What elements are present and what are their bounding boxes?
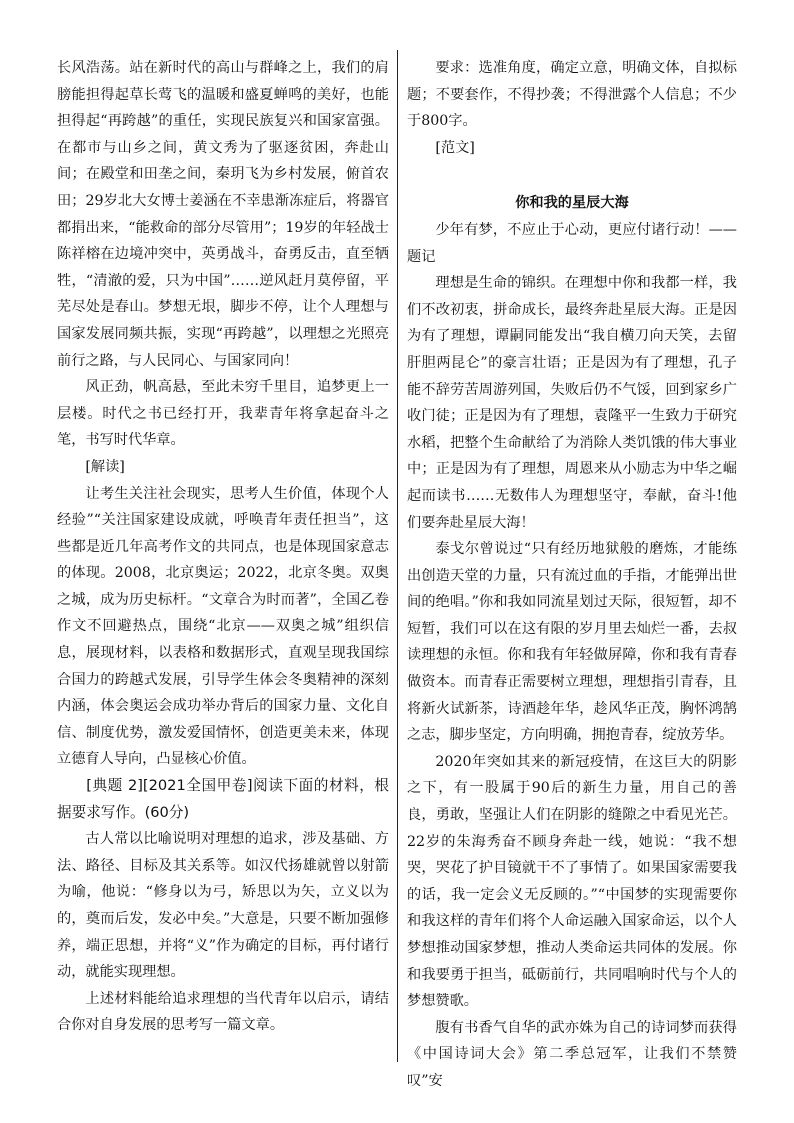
paragraph: 理想是生命的锦织。在理想中你和我都一样，我们不改初衷，拼命成长，最终奔赴星辰大海。正是因为有了理想，谭嗣同能发出“我自横刀向天笑，去留肝胆两昆仑”的豪言壮语；正是因为有了理想，孔子能不辞劳苦周游列国，失败后仍不气馁，回到家乡广收门徒；正是因为有了理想，袁隆平一生致力于研究水稻，把整个生命献给了为消除人类饥饿的伟大事业中；正是因为有了理想，周恩来从小励志为中华之崛起而读书……无数伟人为理想坚守，奉献，奋斗!他们要奔赴星辰大海！ (407, 275, 737, 531)
example-question-heading: [典题 2][2021全国甲卷]阅读下面的材料，根据要求写作。(60分) (57, 777, 389, 821)
essay-title: 你和我的星辰大海 (515, 195, 629, 212)
right-column (407, 55, 737, 1095)
paragraph: 让考生关注社会现实，思考人生价值，体现个人经验”“关注国家建设成就，呼唤青年责任担当”，这些都是近几年高考作文的共同点，也是体现国家意志的体现。2008，北京奥运；2022，北京冬奥。双奥之城，成为历史标杆。“文章合为时而著”，全国乙卷作文不回避热点，围绕“北京——双奥之城”组织信息，展现材料，以表格和数据形式，直观呈现我国综合国力的跨越式发展，引导学生体会冬奥精神的深刻内涵，体会奥运会成功举办背后的国家力量、文化自信、制度优势，激发爱国情怀，创造更美未来，体现立德育人导向，凸显核心价值。 (57, 485, 389, 768)
spacer (407, 161, 737, 188)
paragraph: 2020年突如其来的新冠疫情，在这巨大的阴影之下，有一股属于90后的新生力量，用自己的善良，勇敢，坚强让人们在阴影的缝隙之中看见光芒。22岁的朱海秀奋不顾身奔赴一线，她说：“我不想哭，哭花了护目镜就干不了事情了。如果国家需要我的话，我一定会义无反顾的。”“中国梦的实现需要你和我这样的青年们将个人命运融入国家命运，以个人梦想推动国家梦想，推动人类命运共同体的发展。你和我要勇于担当，砥砺前行，共同唱响时代与个人的梦想赞歌。 (407, 753, 737, 1010)
epigraph: 少年有梦，不应止于心动，更应付诸行动！——题记 (407, 221, 737, 265)
column-divider (397, 50, 398, 1062)
section-label-fanwen: [范文] (435, 139, 475, 156)
left-column (57, 55, 389, 1039)
paragraph: 长风浩荡。站在新时代的高山与群峰之上，我们的肩膀能担得起草长莺飞的温暖和盛夏蝉鸣的美好，也能担得起“再跨越”的重任，实现民族复兴和国家富强。在都市与山乡之间，黄文秀为了驱逐贫困，奔赴山间；在殿堂和田垄之间，秦玥飞为乡村发展，俯首农田；29岁北大女博士姜涵在不幸患渐冻症后，将器官都捐出来，“能救命的部分尽管用”；19岁的年轻战士陈祥榕在边境冲突中，英勇战斗，奋勇反击，直至牺牲，“清澈的爱，只为中国”……逆风赶月莫停留，平芜尽处是春山。梦想无垠，脚步不停，让个人理想与国家发展同频共振，实现“再跨越”，以理想之光照亮前行之路，与人民同心、与国家同向！ (57, 60, 389, 369)
section-label-jiedu: [解读] (85, 458, 125, 475)
paragraph: 腹有书香气自华的武亦姝为自己的诗词梦而获得《中国诗词大会》第二季总冠军，让我们不禁赞叹”安 (407, 1019, 737, 1089)
paragraph: 风正劲，帆高悬，至此未穷千里目，追梦更上一层楼。时代之书已经打开，我辈青年将拿起奋斗之笔，书写时代华章。 (57, 379, 389, 449)
paragraph: 上述材料能给追求理想的当代青年以启示，请结合你对自身发展的思考写一篇文章。 (57, 990, 389, 1034)
paragraph: 泰戈尔曾说过“只有经历地狱般的磨炼，才能练出创造天堂的力量，只有流过血的手指，才能弹出世间的绝唱。”你和我如同流星划过天际，很短暂，却不短暂，我们可以在这有限的岁月里去灿烂一番，去叔读理想的永恒。你和我有年轻做屏障，你和我有青春做资本。而青春正需要树立理想，理想指引青春，且将新火试新茶，诗酒趁年华，趁风华正茂，胸怀鸿鹄之志，脚步坚定，方向明确，拥抱青春，绽放芳华。 (407, 541, 737, 744)
paragraph: 古人常以比喻说明对理想的追求，涉及基础、方法、路径、目标及其关系等。如汉代扬雄就曾以射箭为喻，他说：“修身以为弓，矫思以为矢，立义以为的，奠而后发，发必中矣。”大意是，只要不断加强修养，端正思想，并将“义”作为确定的目标，再付诸行动，就能实现理想。 (57, 831, 389, 981)
requirements: 要求：选准角度，确定立意，明确文体，自拟标题；不要套作，不得抄袭；不得泄露个人信息；不少于800字。 (407, 60, 737, 130)
